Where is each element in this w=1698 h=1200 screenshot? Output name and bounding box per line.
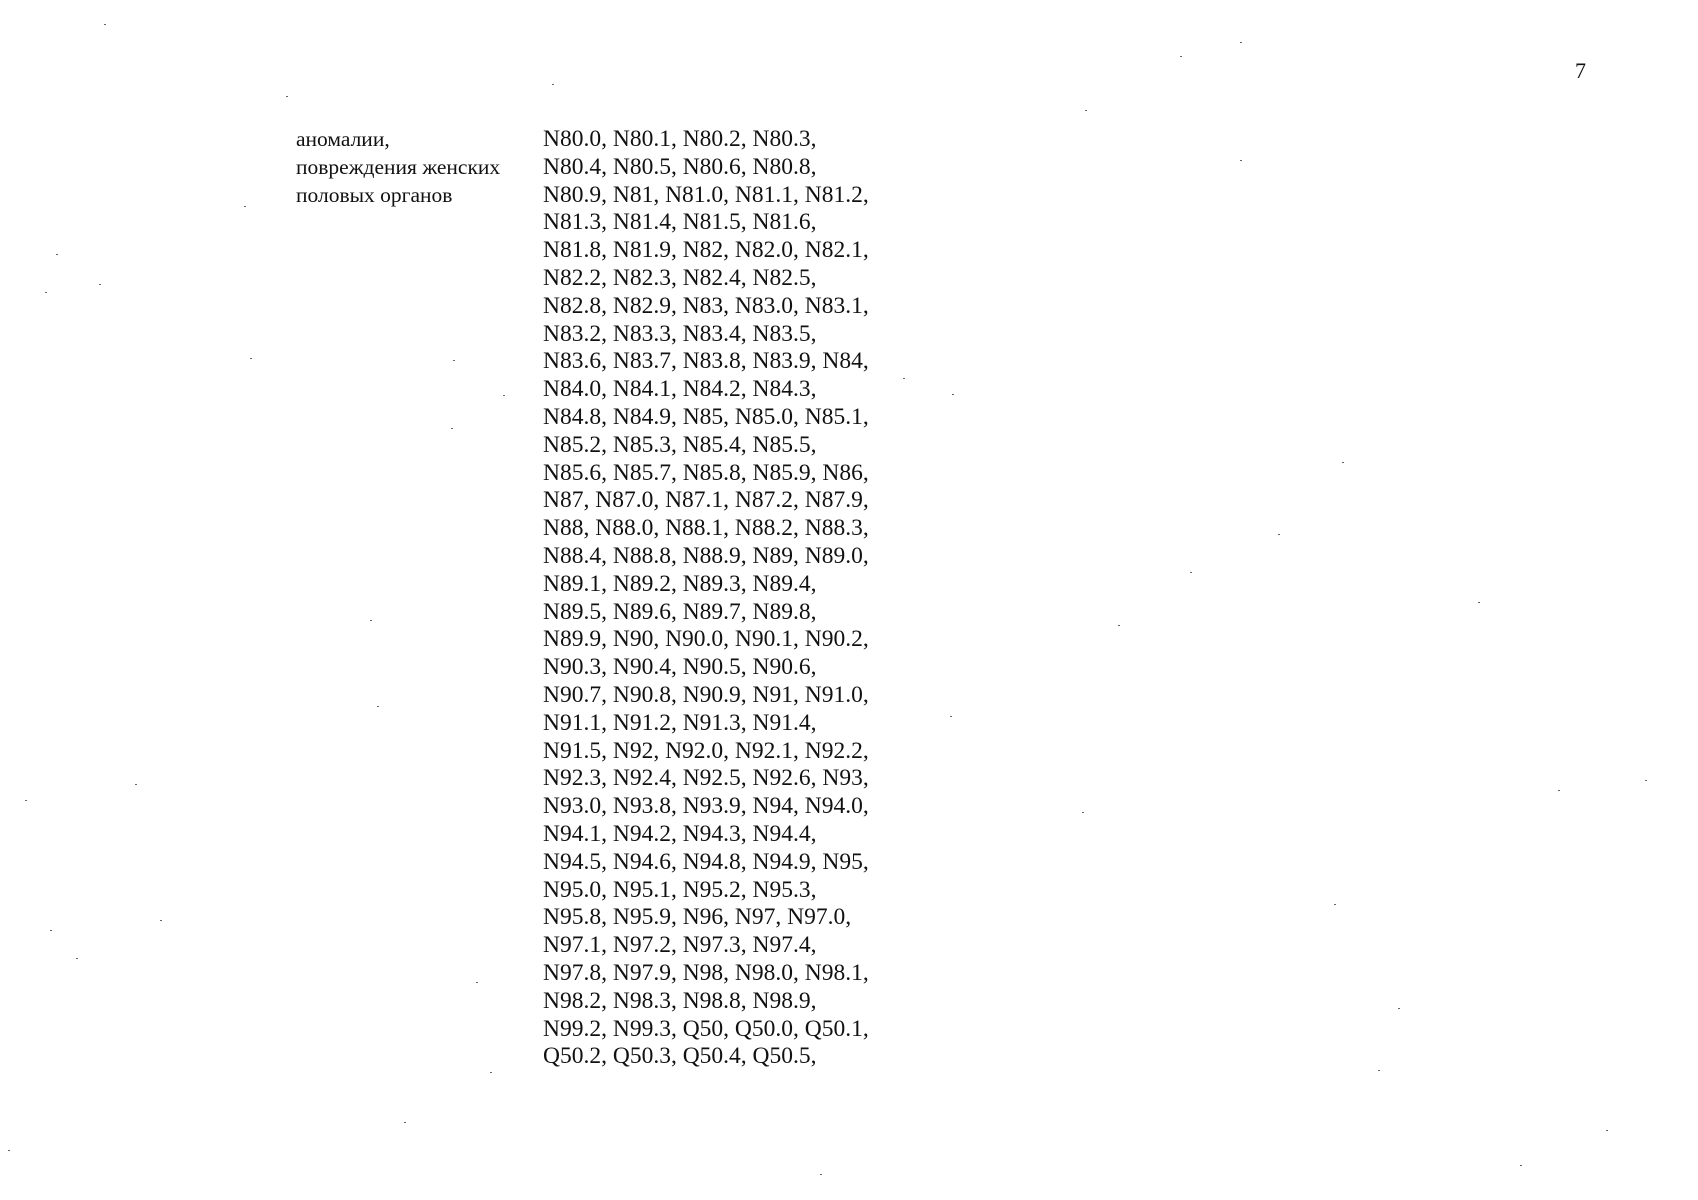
scan-speck: [45, 292, 47, 293]
code-line: N80.9, N81, N81.0, N81.1, N81.2,: [543, 181, 869, 208]
code-line: N89.9, N90, N90.0, N90.1, N90.2,: [543, 626, 869, 653]
scan-speck: [453, 360, 455, 361]
scan-speck: [950, 716, 952, 717]
scan-speck: [820, 1174, 822, 1175]
scan-speck: [1240, 42, 1242, 43]
code-line: N95.0, N95.1, N95.2, N95.3,: [543, 876, 817, 903]
scan-speck: [1334, 904, 1336, 905]
scan-speck: [1180, 56, 1182, 57]
scan-speck: [160, 920, 162, 921]
code-line: N84.0, N84.1, N84.2, N84.3,: [543, 376, 817, 403]
code-line: N80.4, N80.5, N80.6, N80.8,: [543, 153, 817, 180]
scan-speck: [490, 1072, 492, 1073]
code-line: N98.2, N98.3, N98.8, N98.9,: [543, 987, 817, 1014]
scan-speck: [1278, 534, 1280, 535]
code-line: N81.8, N81.9, N82, N82.0, N82.1,: [543, 237, 869, 264]
code-line: N82.2, N82.3, N82.4, N82.5,: [543, 264, 817, 291]
code-line: N83.2, N83.3, N83.4, N83.5,: [543, 320, 817, 347]
scan-speck: [952, 394, 954, 395]
scan-speck: [1082, 812, 1084, 813]
code-line: N99.2, N99.3, Q50, Q50.0, Q50.1,: [543, 1015, 869, 1042]
scan-speck: [25, 800, 27, 801]
code-line: N89.1, N89.2, N89.3, N89.4,: [543, 570, 817, 597]
scan-speck: [286, 96, 288, 97]
scan-speck: [377, 706, 379, 707]
code-line: N82.8, N82.9, N83, N83.0, N83.1,: [543, 292, 869, 319]
code-line: N91.5, N92, N92.0, N92.1, N92.2,: [543, 737, 869, 764]
code-line: N93.0, N93.8, N93.9, N94, N94.0,: [543, 793, 869, 820]
scan-speck: [903, 378, 905, 379]
code-line: N89.5, N89.6, N89.7, N89.8,: [543, 598, 817, 625]
scan-speck: [552, 84, 554, 85]
code-line: N97.1, N97.2, N97.3, N97.4,: [543, 932, 817, 959]
code-line: N91.1, N91.2, N91.3, N91.4,: [543, 709, 817, 736]
scan-speck: [1478, 602, 1480, 603]
scan-speck: [1190, 572, 1192, 573]
scan-speck: [56, 254, 58, 255]
code-line: N80.0, N80.1, N80.2, N80.3,: [543, 126, 817, 152]
scan-speck: [104, 24, 106, 25]
codes-column: [543, 126, 923, 1071]
code-line: N95.8, N95.9, N96, N97, N97.0,: [543, 904, 852, 931]
code-line: N97.8, N97.9, N98, N98.0, N98.1,: [543, 959, 869, 986]
scan-speck: [1085, 110, 1087, 111]
code-line: N87, N87.0, N87.1, N87.2, N87.9,: [543, 487, 869, 514]
code-line: N85.6, N85.7, N85.8, N85.9, N86,: [543, 459, 869, 486]
scan-speck: [135, 784, 137, 785]
code-line: N90.3, N90.4, N90.5, N90.6,: [543, 654, 817, 681]
scan-speck: [1606, 1130, 1608, 1131]
scan-speck: [1342, 462, 1344, 463]
code-line: N94.1, N94.2, N94.3, N94.4,: [543, 820, 817, 847]
code-line: N83.6, N83.7, N83.8, N83.9, N84,: [543, 348, 869, 375]
scan-speck: [50, 930, 52, 931]
code-line: N94.5, N94.6, N94.8, N94.9, N95,: [543, 848, 869, 875]
scan-speck: [1378, 1070, 1380, 1071]
page-number: 7: [1575, 58, 1586, 83]
category-column: [296, 126, 536, 209]
category-line: повреждения женских: [296, 154, 501, 179]
scan-speck: [370, 620, 372, 621]
category-line: половых органов: [296, 182, 453, 207]
code-line: N81.3, N81.4, N81.5, N81.6,: [543, 209, 817, 236]
scan-speck: [451, 428, 453, 429]
scan-speck: [99, 284, 101, 285]
scan-speck: [1520, 1165, 1522, 1166]
scan-speck: [250, 358, 252, 359]
scan-speck: [76, 958, 78, 959]
code-line: N88.4, N88.8, N88.9, N89, N89.0,: [543, 542, 869, 569]
code-line: N84.8, N84.9, N85, N85.0, N85.1,: [543, 403, 869, 430]
category-line: аномалии,: [296, 127, 390, 151]
scan-speck: [404, 1122, 406, 1123]
code-line: Q50.2, Q50.3, Q50.4, Q50.5,: [543, 1043, 817, 1070]
code-line: N85.2, N85.3, N85.4, N85.5,: [543, 431, 817, 458]
scan-speck: [1398, 1008, 1400, 1009]
scan-speck: [476, 982, 478, 983]
code-line: N92.3, N92.4, N92.5, N92.6, N93,: [543, 765, 869, 792]
scan-speck: [244, 206, 246, 207]
code-line: N88, N88.0, N88.1, N88.2, N88.3,: [543, 515, 869, 542]
scan-speck: [1118, 625, 1120, 626]
scan-speck: [1240, 160, 1242, 161]
scan-speck: [503, 395, 505, 396]
scan-speck: [8, 1150, 10, 1151]
code-line: N90.7, N90.8, N90.9, N91, N91.0,: [543, 681, 869, 708]
scan-speck: [1558, 790, 1560, 791]
scan-speck: [1645, 780, 1647, 781]
